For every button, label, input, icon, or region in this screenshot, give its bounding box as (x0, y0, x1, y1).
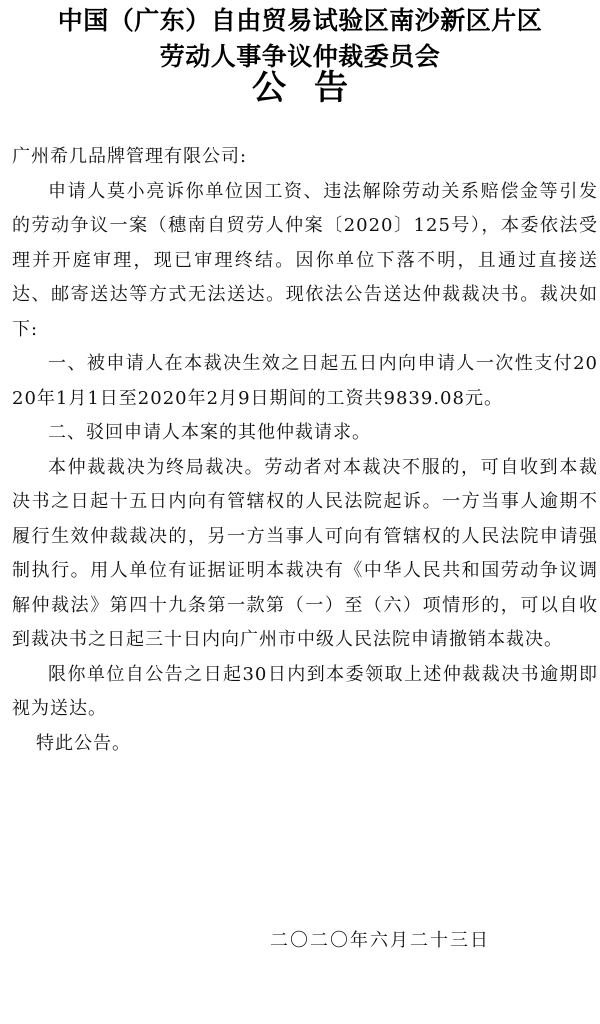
notice-heading: 公告 (252, 68, 376, 108)
issuer-title-line1: 中国（广东）自由贸易试验区南沙新区片区 (57, 6, 543, 35)
closing-statement: 特此公告。 (36, 732, 131, 754)
notice-body (12, 140, 598, 761)
issuer-title-line2: 劳动人事争议仲裁委员会 (159, 42, 441, 71)
addressee: 广州希几品牌管理有限公司: (12, 146, 248, 167)
paragraph-deadline: 限你单位自公告之日起30日内到本委领取上述仲裁裁决书逾期即视为送达。 (12, 663, 598, 719)
paragraph-finality: 本仲裁裁决为终局裁决。劳动者对本裁决不服的，可自收到本裁决书之日起十五日内向有管辖权的人民法院起诉。一方当事人逾期不履行生效仲裁裁决的，另一方当事人可向有管辖权的人民法院申请强制执行。用人单位有证据证明本裁决有《中华人民共和国劳动争议调解仲裁法》第四十九条第一款第（一）至（六）项情形的，可以自收到裁决书之日起三十日内向广州市中级人民法院申请撤销本裁决。 (12, 456, 598, 650)
notice-date: 二〇二〇年六月二十三日 (270, 930, 490, 951)
paragraph-ruling-2: 二、驳回申请人本案的其他仲裁请求。 (48, 422, 371, 443)
paragraph-case-intro: 申请人莫小亮诉你单位因工资、违法解除劳动关系赔偿金等引发的劳动争议一案（穗南自贸劳人仲案〔2020〕125号），本委依法受理并开庭审理，现已审理终结。因你单位下落不明，且通过直接送达、邮寄送达等方式无法送达。现依法公告送达仲裁裁决书。裁决如下: (12, 180, 598, 340)
paragraph-ruling-1: 一、被申请人在本裁决生效之日起五日内向申请人一次性支付2020年1月1日至2020年2月9日期间的工资共9839.08元。 (12, 353, 598, 409)
